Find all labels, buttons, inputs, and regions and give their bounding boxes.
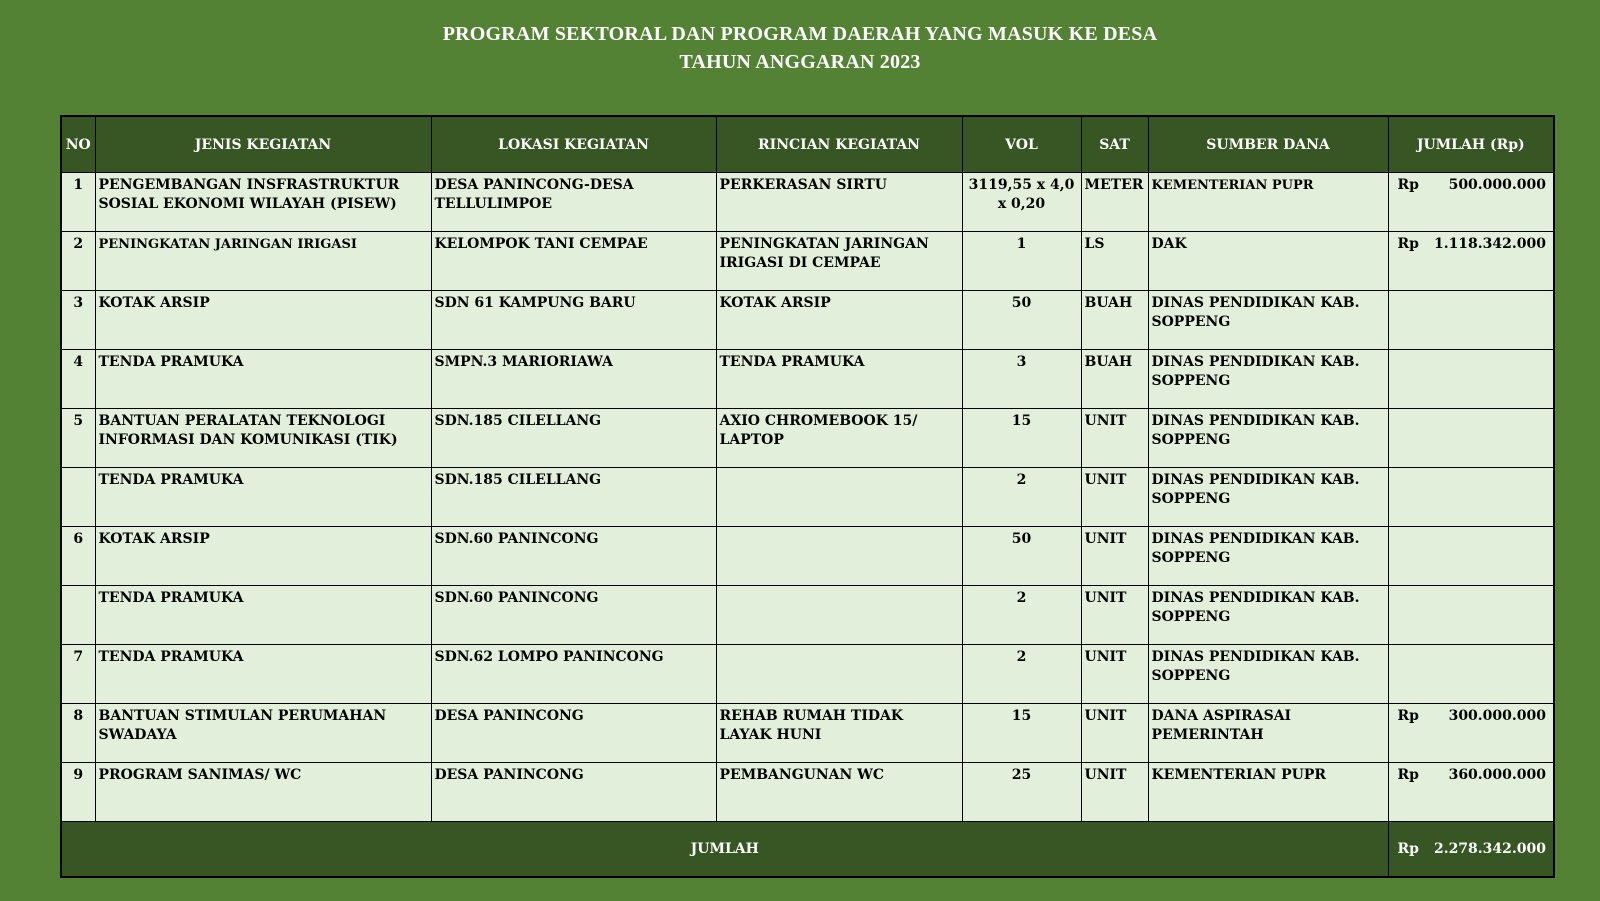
cell-no <box>61 468 95 527</box>
cell-lokasi-kegiatan: DESA PANINCONG <box>431 704 716 763</box>
cell-jumlah <box>1388 409 1554 468</box>
cell-jumlah <box>1388 173 1554 232</box>
cell-sumber-dana: DINAS PENDIDIKAN KAB. SOPPENG <box>1148 645 1388 704</box>
table-row <box>61 173 1554 232</box>
header-no: NO <box>61 116 95 173</box>
cell-vol: 3119,55 x 4,0 x 0,20 <box>962 173 1081 232</box>
cell-no: 4 <box>61 350 95 409</box>
table-row <box>61 232 1554 291</box>
cell-lokasi-kegiatan: SDN.62 LOMPO PANINCONG <box>431 645 716 704</box>
cell-sat: LS <box>1081 232 1148 291</box>
cell-sat: UNIT <box>1081 763 1148 822</box>
total-currency: Rp <box>1397 840 1419 857</box>
cell-rincian-kegiatan <box>716 527 962 586</box>
cell-sat: UNIT <box>1081 409 1148 468</box>
cell-jenis-kegiatan: PENINGKATAN JARINGAN IRIGASI <box>95 232 431 291</box>
cell-sat: UNIT <box>1081 527 1148 586</box>
cell-lokasi-kegiatan: DESA PANINCONG-DESA TELLULIMPOE <box>431 173 716 232</box>
cell-lokasi-kegiatan: KELOMPOK TANI CEMPAE <box>431 232 716 291</box>
cell-sat: UNIT <box>1081 645 1148 704</box>
cell-rincian-kegiatan: KOTAK ARSIP <box>716 291 962 350</box>
cell-rincian-kegiatan <box>716 586 962 645</box>
cell-lokasi-kegiatan: SMPN.3 MARIORIAWA <box>431 350 716 409</box>
title-line-2: TAHUN ANGGARAN 2023 <box>679 51 921 73</box>
cell-no: 3 <box>61 291 95 350</box>
cell-amount: 500.000.000 <box>1448 177 1546 193</box>
table-row <box>61 763 1554 822</box>
title-line-1: PROGRAM SEKTORAL DAN PROGRAM DAERAH YANG MASUK KE DESA <box>442 23 1158 45</box>
cell-lokasi-kegiatan: SDN.185 CILELLANG <box>431 468 716 527</box>
cell-sumber-dana: DINAS PENDIDIKAN KAB. SOPPENG <box>1148 468 1388 527</box>
cell-vol: 2 <box>962 645 1081 704</box>
table-row <box>61 704 1554 763</box>
cell-jenis-kegiatan: TENDA PRAMUKA <box>95 586 431 645</box>
cell-sat: UNIT <box>1081 586 1148 645</box>
cell-no <box>61 586 95 645</box>
cell-amount: 1.118.342.000 <box>1433 236 1546 252</box>
total-amount-cell <box>1388 822 1554 878</box>
cell-vol: 2 <box>962 468 1081 527</box>
cell-sat: BUAH <box>1081 350 1148 409</box>
cell-vol: 15 <box>962 704 1081 763</box>
table-row <box>61 527 1554 586</box>
header-sumber-dana: SUMBER DANA <box>1148 116 1388 173</box>
total-label: JUMLAH <box>61 822 1388 878</box>
cell-amount: 300.000.000 <box>1448 708 1546 724</box>
cell-vol: 3 <box>962 350 1081 409</box>
cell-jumlah <box>1388 527 1554 586</box>
header-sat: SAT <box>1081 116 1148 173</box>
cell-vol: 15 <box>962 409 1081 468</box>
cell-sumber-dana: DANA ASPIRASAI PEMERINTAH <box>1148 704 1388 763</box>
header-jumlah: JUMLAH (Rp) <box>1388 116 1554 173</box>
cell-jenis-kegiatan: BANTUAN PERALATAN TEKNOLOGI INFORMASI DAN KOMUNIKASI (TIK) <box>95 409 431 468</box>
cell-rincian-kegiatan: PENINGKATAN JARINGAN IRIGASI DI CEMPAE <box>716 232 962 291</box>
cell-jumlah <box>1388 350 1554 409</box>
header-vol: VOL <box>962 116 1081 173</box>
cell-lokasi-kegiatan: SDN.60 PANINCONG <box>431 527 716 586</box>
cell-currency: Rp <box>1397 767 1419 783</box>
header-lokasi-kegiatan: LOKASI KEGIATAN <box>431 116 716 173</box>
table-body <box>61 173 1554 822</box>
cell-rincian-kegiatan <box>716 468 962 527</box>
cell-jenis-kegiatan: TENDA PRAMUKA <box>95 468 431 527</box>
cell-jumlah <box>1388 291 1554 350</box>
cell-sat: METER <box>1081 173 1148 232</box>
cell-jumlah <box>1388 468 1554 527</box>
cell-jenis-kegiatan: TENDA PRAMUKA <box>95 645 431 704</box>
cell-jumlah <box>1388 232 1554 291</box>
cell-sumber-dana: DINAS PENDIDIKAN KAB. SOPPENG <box>1148 291 1388 350</box>
cell-vol: 25 <box>962 763 1081 822</box>
cell-no: 8 <box>61 704 95 763</box>
cell-lokasi-kegiatan: SDN.60 PANINCONG <box>431 586 716 645</box>
cell-rincian-kegiatan <box>716 645 962 704</box>
cell-no: 5 <box>61 409 95 468</box>
table-row <box>61 291 1554 350</box>
cell-jumlah <box>1388 645 1554 704</box>
page-title <box>0 20 1600 76</box>
cell-no: 6 <box>61 527 95 586</box>
cell-sumber-dana: DINAS PENDIDIKAN KAB. SOPPENG <box>1148 527 1388 586</box>
total-row <box>61 822 1554 878</box>
cell-rincian-kegiatan: AXIO CHROMEBOOK 15/ LAPTOP <box>716 409 962 468</box>
cell-jumlah <box>1388 586 1554 645</box>
cell-rincian-kegiatan: TENDA PRAMUKA <box>716 350 962 409</box>
cell-lokasi-kegiatan: SDN 61 KAMPUNG BARU <box>431 291 716 350</box>
table-row <box>61 409 1554 468</box>
cell-vol: 1 <box>962 232 1081 291</box>
table-row <box>61 586 1554 645</box>
table-row <box>61 645 1554 704</box>
cell-amount: 360.000.000 <box>1448 767 1546 783</box>
header-rincian-kegiatan: RINCIAN KEGIATAN <box>716 116 962 173</box>
cell-jenis-kegiatan: KOTAK ARSIP <box>95 527 431 586</box>
cell-vol: 50 <box>962 291 1081 350</box>
cell-sumber-dana: KEMENTERIAN PUPR <box>1148 173 1388 232</box>
cell-jenis-kegiatan: TENDA PRAMUKA <box>95 350 431 409</box>
cell-sumber-dana: DINAS PENDIDIKAN KAB. SOPPENG <box>1148 409 1388 468</box>
cell-rincian-kegiatan: REHAB RUMAH TIDAK LAYAK HUNI <box>716 704 962 763</box>
cell-rincian-kegiatan: PERKERASAN SIRTU <box>716 173 962 232</box>
cell-sumber-dana: DINAS PENDIDIKAN KAB. SOPPENG <box>1148 586 1388 645</box>
cell-currency: Rp <box>1397 708 1419 724</box>
cell-rincian-kegiatan: PEMBANGUNAN WC <box>716 763 962 822</box>
total-amount: 2.278.342.000 <box>1433 840 1546 857</box>
cell-jenis-kegiatan: BANTUAN STIMULAN PERUMAHAN SWADAYA <box>95 704 431 763</box>
cell-jenis-kegiatan: KOTAK ARSIP <box>95 291 431 350</box>
cell-jumlah <box>1388 763 1554 822</box>
table-header-row <box>61 116 1554 173</box>
cell-lokasi-kegiatan: DESA PANINCONG <box>431 763 716 822</box>
cell-sumber-dana: KEMENTERIAN PUPR <box>1148 763 1388 822</box>
cell-currency: Rp <box>1397 236 1419 252</box>
cell-jumlah <box>1388 704 1554 763</box>
cell-no: 1 <box>61 173 95 232</box>
table-row <box>61 350 1554 409</box>
table-row <box>61 468 1554 527</box>
cell-vol: 2 <box>962 586 1081 645</box>
cell-currency: Rp <box>1397 177 1419 193</box>
program-table <box>60 115 1555 878</box>
cell-jenis-kegiatan: PROGRAM SANIMAS/ WC <box>95 763 431 822</box>
cell-jenis-kegiatan: PENGEMBANGAN INSFRASTRUKTUR SOSIAL EKONOMI WILAYAH (PISEW) <box>95 173 431 232</box>
cell-no: 2 <box>61 232 95 291</box>
cell-no: 7 <box>61 645 95 704</box>
cell-vol: 50 <box>962 527 1081 586</box>
header-jenis-kegiatan: JENIS KEGIATAN <box>95 116 431 173</box>
cell-no: 9 <box>61 763 95 822</box>
cell-sat: UNIT <box>1081 468 1148 527</box>
cell-sat: BUAH <box>1081 291 1148 350</box>
cell-lokasi-kegiatan: SDN.185 CILELLANG <box>431 409 716 468</box>
cell-sat: UNIT <box>1081 704 1148 763</box>
cell-sumber-dana: DAK <box>1148 232 1388 291</box>
cell-sumber-dana: DINAS PENDIDIKAN KAB. SOPPENG <box>1148 350 1388 409</box>
